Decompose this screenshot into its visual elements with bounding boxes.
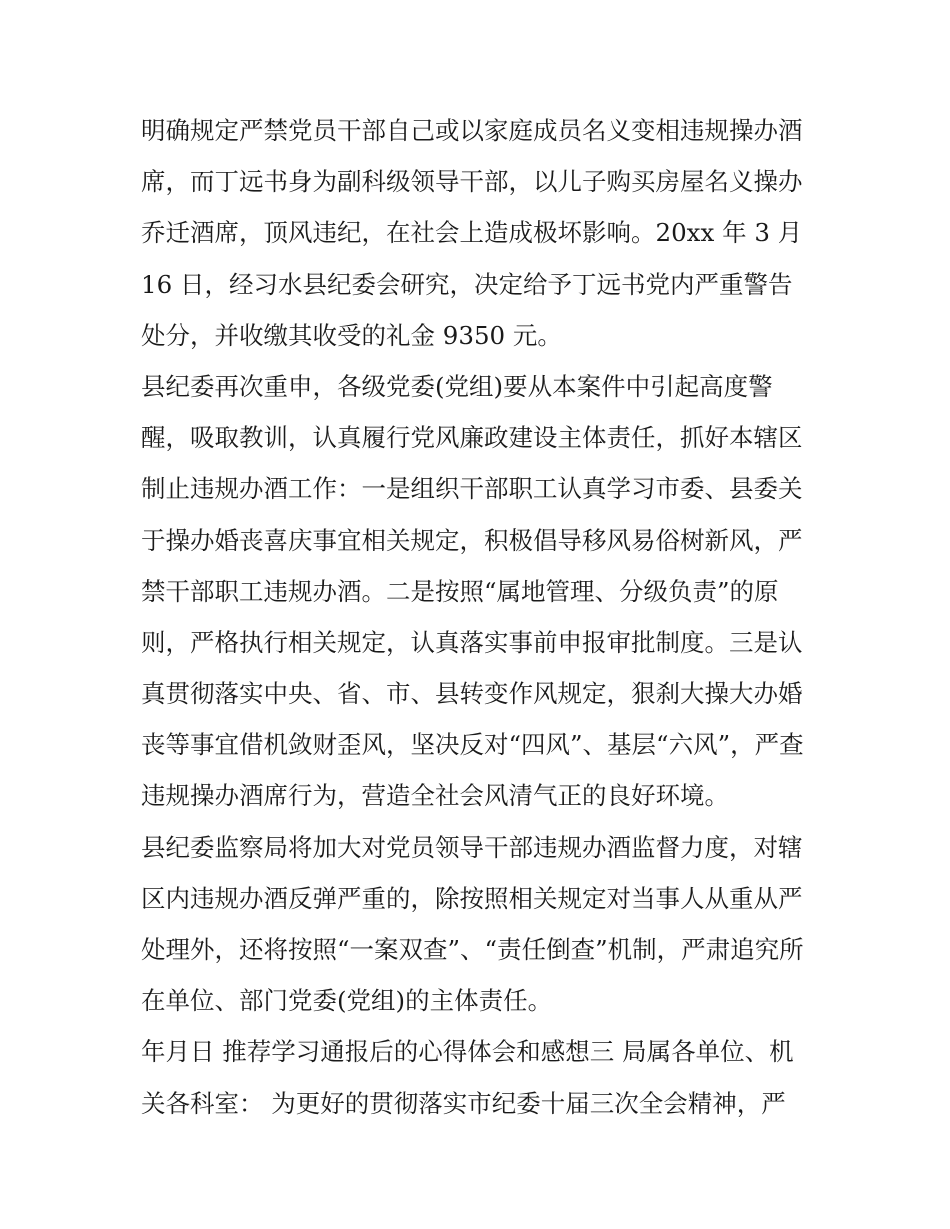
text-line: 醒，吸取教训，认真履行党风廉政建设主体责任，抓好本辖区 [141,423,803,453]
body-text [141,105,821,1129]
text-line: 关各科室： 为更好的贯彻落实市纪委十届三次全会精神，严 [141,1088,786,1118]
text-line: 制止违规办酒工作：一是组织干部职工认真学习市委、县委关 [141,474,803,504]
text-line: 区内违规办酒反弹严重的，除按照相关规定对当事人从重从严 [141,883,803,913]
text-line: 在单位、部门党委(党组)的主体责任。 [141,986,553,1016]
text-line: 16 日，经习水县纪委会研究，决定给予丁远书党内严重警告 [141,269,793,299]
text-line: 于操办婚丧喜庆事宜相关规定，积极倡导移风易俗树新风，严 [141,525,803,555]
text-line: 则，严格执行相关规定，认真落实事前申报审批制度。三是认 [141,627,803,657]
text-line: 年月日 推荐学习通报后的心得体会和感想三 局属各单位、机 [141,1037,794,1067]
text-line: 真贯彻落实中央、省、市、县转变作风规定，狠刹大操大办婚 [141,679,803,709]
text-line: 县纪委监察局将加大对党员领导干部违规办酒监督力度，对辖 [141,832,803,862]
text-line: 县纪委再次重申，各级党委(党组)要从本案件中引起高度警 [141,371,773,401]
text-line: 禁干部职工违规办酒。二是按照“属地管理、分级负责”的原 [141,576,779,606]
text-line: 处分，并收缴其收受的礼金 9350 元。 [141,320,562,350]
text-line: 明确规定严禁党员干部自己或以家庭成员名义变相违规操办酒 [141,116,803,145]
text-line: 违规操办酒席行为，营造全社会风清气正的良好环境。 [141,781,729,811]
text-line: 处理外，还将按照“一案双查”、“责任倒查”机制，严肃追究所 [141,935,804,964]
text-line: 丧等事宜借机敛财歪风，坚决反对“四风”、基层“六风”，严查 [141,730,804,760]
text-line: 乔迁酒席，顶风违纪，在社会上造成极坏影响。20xx 年 3 月 [141,218,803,248]
text-line: 席，而丁远书身为副科级领导干部，以儿子购买房屋名义操办 [141,167,803,197]
